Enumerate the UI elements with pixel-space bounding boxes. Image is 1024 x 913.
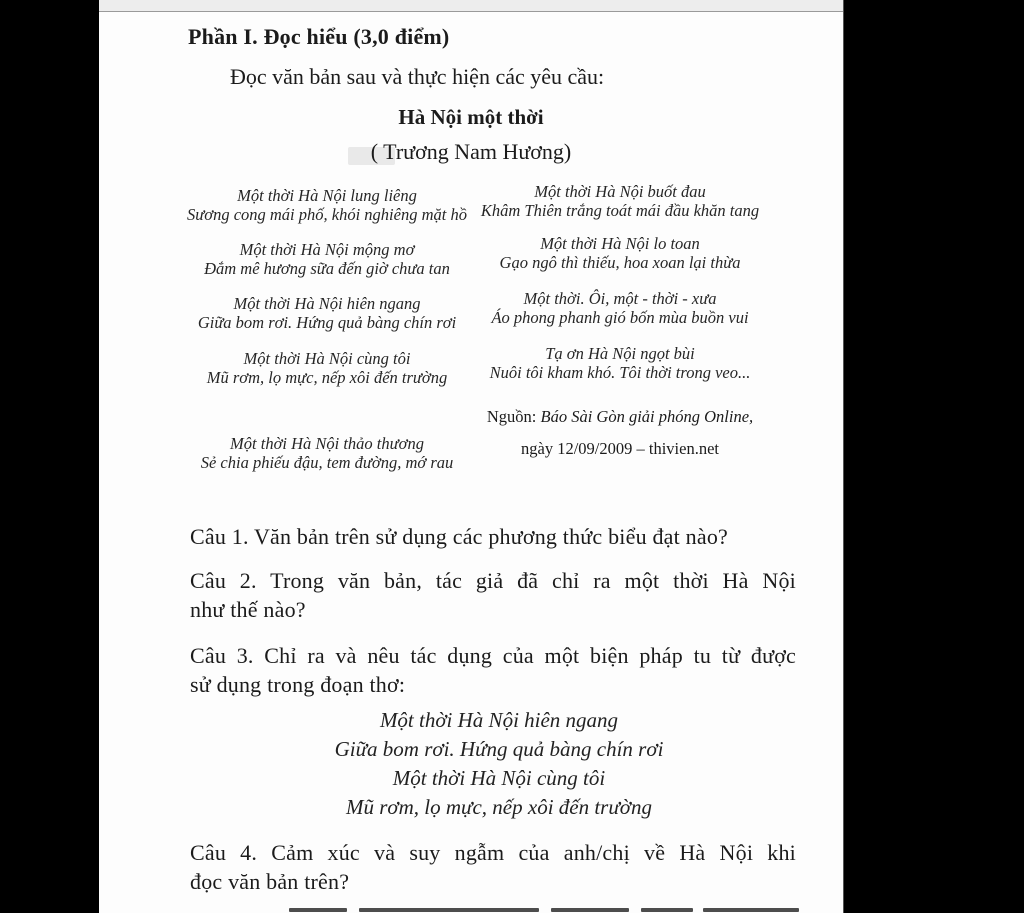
poem-stanza bbox=[167, 434, 487, 472]
question-2 bbox=[190, 566, 796, 624]
poem-line: Một thời Hà Nội thảo thương bbox=[230, 434, 424, 453]
quote-line: Mũ rơm, lọ mực, nếp xôi đến trường bbox=[345, 795, 653, 819]
question-line: như thế nào? bbox=[190, 597, 306, 622]
poem-stanza bbox=[465, 344, 775, 382]
section-title: Phần I. Đọc hiểu (3,0 điểm) bbox=[188, 24, 450, 49]
question-1 bbox=[190, 522, 796, 551]
poem-line: Đắm mê hương sữa đến giờ chưa tan bbox=[204, 259, 450, 278]
cutoff-mark bbox=[551, 908, 629, 912]
poem-stanza bbox=[167, 186, 487, 224]
question-4 bbox=[190, 838, 796, 896]
question-line: Câu 4. Cảm xúc và suy ngẫm của anh/chị về Hà Nội khi bbox=[190, 840, 796, 865]
poem-line: Một thời Hà Nội hiên ngang bbox=[233, 294, 421, 313]
poem-author: ( Trương Nam Hương) bbox=[370, 139, 572, 164]
document-page bbox=[99, 0, 844, 913]
poem-stanza bbox=[167, 240, 487, 278]
poem-line: Nuôi tôi kham khó. Tôi thời trong veo... bbox=[489, 363, 751, 382]
poem-line: Mũ rơm, lọ mực, nếp xôi đến trường bbox=[206, 368, 448, 387]
poem-line: Khâm Thiên trắng toát mái đầu khăn tang bbox=[480, 201, 760, 220]
question-line: Câu 3. Chỉ ra và nêu tác dụng của một biện pháp tu từ được bbox=[190, 643, 796, 668]
source-line bbox=[465, 407, 775, 426]
poem-right-column bbox=[465, 182, 775, 458]
poem-title: Hà Nội một thời bbox=[398, 105, 544, 129]
poem-line: Một thời Hà Nội lung liêng bbox=[237, 186, 417, 205]
poem-stanza bbox=[465, 289, 775, 327]
cutoff-mark bbox=[703, 908, 799, 912]
source-date: ngày 12/09/2009 – thivien.net bbox=[521, 439, 719, 458]
poem-line: Một thời Hà Nội cùng tôi bbox=[243, 349, 411, 368]
source-label: Nguồn: bbox=[486, 407, 537, 426]
poem-line: Sương cong mái phố, khói nghiêng mặt hồ bbox=[187, 205, 467, 224]
question-line: Câu 1. Văn bản trên sử dụng các phương thức biểu đạt nào? bbox=[190, 524, 728, 549]
poem-line: Áo phong phanh gió bốn mùa buồn vui bbox=[491, 308, 749, 327]
cutoff-mark bbox=[359, 908, 539, 912]
question-line: Câu 2. Trong văn bản, tác giả đã chỉ ra một thời Hà Nội bbox=[190, 568, 796, 593]
poem-stanza bbox=[465, 234, 775, 272]
poem-line: Một thời Hà Nội lo toan bbox=[540, 234, 700, 253]
poem-line: Một thời Hà Nội buốt đau bbox=[534, 182, 706, 201]
poem-line: Một thời Hà Nội mộng mơ bbox=[239, 240, 415, 259]
question-line: sử dụng trong đoạn thơ: bbox=[190, 672, 406, 697]
question-line: đọc văn bản trên? bbox=[190, 869, 350, 894]
poem-line: Một thời. Ôi, một - thời - xưa bbox=[523, 289, 717, 308]
poem-line: Sẻ chia phiếu đậu, tem đường, mớ rau bbox=[200, 453, 454, 472]
poem-line: Gạo ngô thì thiếu, hoa xoan lại thừa bbox=[499, 253, 741, 272]
cutoff-mark bbox=[289, 908, 347, 912]
poem-line: Giữa bom rơi. Hứng quả bàng chín rơi bbox=[197, 313, 457, 332]
poem-stanza bbox=[465, 182, 775, 220]
poem-stanza bbox=[167, 294, 487, 332]
quote-line: Một thời Hà Nội cùng tôi bbox=[392, 766, 606, 790]
source-publication: Báo Sài Gòn giải phóng Online, bbox=[536, 407, 754, 426]
cutoff-text-fragment bbox=[289, 908, 709, 913]
page-top-edge-strip bbox=[99, 0, 843, 12]
quote-line: Giữa bom rơi. Hứng quả bàng chín rơi bbox=[334, 737, 664, 761]
poem-left-column bbox=[167, 186, 487, 472]
poem-stanza bbox=[167, 349, 487, 387]
poem-line: Tạ ơn Hà Nội ngọt bùi bbox=[545, 344, 695, 363]
poem-source bbox=[465, 407, 775, 458]
quoted-stanza-block bbox=[249, 706, 749, 822]
question-3 bbox=[190, 641, 796, 699]
cutoff-mark bbox=[641, 908, 693, 912]
quote-line: Một thời Hà Nội hiên ngang bbox=[379, 708, 619, 732]
reading-instruction: Đọc văn bản sau và thực hiện các yêu cầu: bbox=[230, 64, 605, 89]
